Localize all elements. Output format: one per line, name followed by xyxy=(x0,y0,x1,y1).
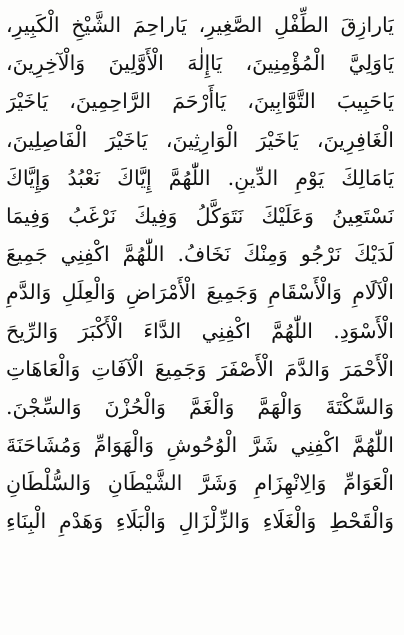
text-line-7: لَدَيْكَ نَرْجُو وَمِنْكَ نَخَافُ. اللّٰهُمَّ اكْفِنِي جَمِيعَ xyxy=(6,242,394,267)
text-line-5: يَامَالِكَ يَوْمِ الدِّينِ. اللّٰهُمَّ إِيَّاكَ نَعْبُدُ وَإِيَّاكَ xyxy=(6,165,394,190)
text-line-11: وَالسَّكْتَةَ وَالْهَمَّ وَالْغَمَّ وَالْحُزْنَ وَالسِّجْنَ. xyxy=(6,394,394,419)
text-line-10: الْأَحْمَرَ وَالدَّمَ الْأَصْفَرَ وَجَمِيعَ الْآفَاتِ وَالْعَاهَاتِ xyxy=(6,356,394,381)
text-line-14: وَالْقَحْطِ وَالْغَلَاءِ وَالزِّلْزَالِ وَالْبَلَاءِ وَهَدْمِ الْبِنَاءِ xyxy=(6,509,394,534)
text-line-9: الْأَسْوَدِ. اللّٰهُمَّ اكْفِنِي الدَّاءَ الْأَكْبَرَ وَالرِّيحَ xyxy=(6,318,394,343)
arabic-text-block xyxy=(6,6,394,635)
text-line-13: الْعَوَامِّ وَالِانْهِزَامِ وَشَرَّ الشَّيْطَانِ وَالسُّلْطَانِ xyxy=(6,471,394,496)
text-line-1: يَارازِقَ الطِّفْلِ الصَّغِيرِ، يَاراحِمَ الشَّيْخِ الْكَبِيرِ، xyxy=(6,13,394,37)
text-line-2: يَاوَلِيَّ الْمُؤْمِنِينَ، يَاإِلٰهَ الْأَوَّلِينَ وَالْآخِرِينَ، xyxy=(6,51,394,76)
text-line-4: الْغَافِرِينَ، يَاخَيْرَ الْوَارِثِينَ، يَاخَيْرَ الْفَاصِلِينَ، xyxy=(6,127,394,152)
text-line-3: يَاحَبِيبَ التَّوَّابِينَ، يَاأَرْحَمَ الرَّاحِمِينَ، يَاخَيْرَ xyxy=(6,89,394,114)
text-line-6: نَسْتَعِينُ وَعَلَيْكَ نَتَوَكَّلُ وَفِيكَ نَرْغَبُ وَفِيمَا xyxy=(6,203,394,228)
text-line-12: اللّٰهُمَّ اكْفِنِي شَرَّ الْوُحُوشِ وَالْهَوَامِّ وَمُشَاحَنَةَ xyxy=(6,433,394,458)
text-line-8: الْآلَامِ وَالْأَسْقَامِ وَجَمِيعَ الْأَمْرَاضِ وَالْعِلَلِ وَالدَّمِ xyxy=(6,280,394,305)
